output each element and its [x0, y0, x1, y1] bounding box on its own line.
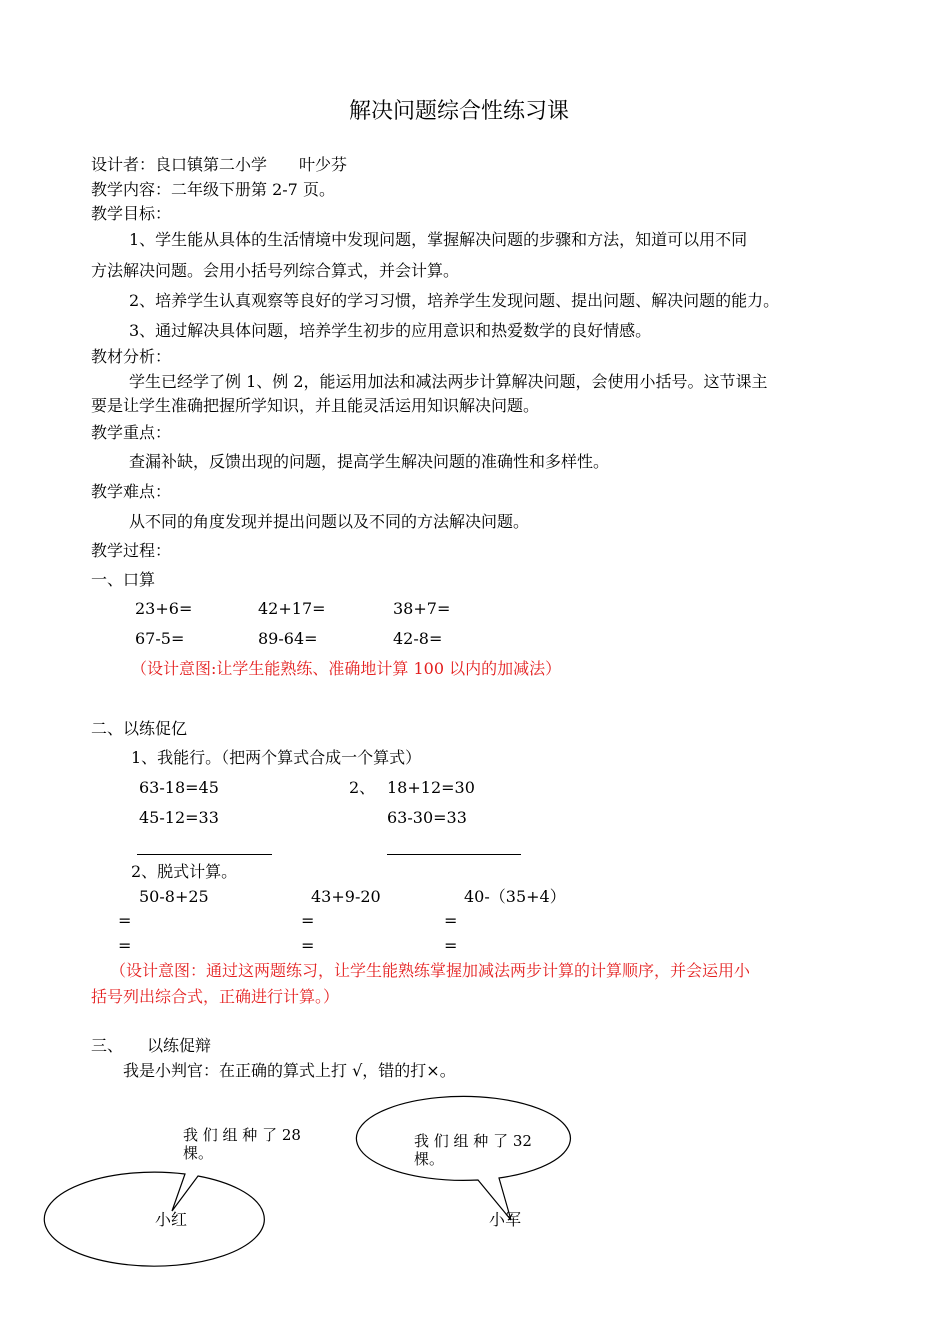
equals-sign: = [118, 936, 132, 955]
equals-sign: = [301, 911, 315, 930]
section2-intent-line1: （设计意图：通过这两题练习，让学生能熟练掌握加减法两步计算的计算顺序，并会运用小 [110, 961, 751, 980]
equation: 45-12=33 [139, 808, 219, 827]
oral-calc-item: 38+7= [393, 599, 451, 618]
section1-intent: （设计意图:让学生能熟练、准确地计算 100 以内的加减法） [131, 659, 562, 678]
section3-heading: 三、 以练促辩 [91, 1036, 212, 1055]
bubble1-line2: 棵。 [183, 1144, 214, 1162]
equals-sign: = [118, 911, 132, 930]
bubble1-line1: 我 们 组 种 了 28 [183, 1126, 301, 1144]
expression: 43+9-20 [311, 887, 381, 906]
analysis-line1: 学生已经学了例 1、例 2，能运用加法和减法两步计算解决问题，会使用小括号。这节课主 [129, 372, 768, 391]
equals-sign: = [444, 911, 458, 930]
task2-title: 2、脱式计算。 [131, 862, 238, 881]
difficulty-text: 从不同的角度发现并提出问题以及不同的方法解决问题。 [129, 512, 530, 531]
expression: 50-8+25 [139, 887, 209, 906]
objectives-heading: 教学目标： [91, 204, 172, 223]
expression: 40-（35+4） [464, 887, 566, 906]
bubble2-line2: 棵。 [414, 1150, 445, 1168]
objective-2: 2、培养学生认真观察等良好的学习习惯，培养学生发现问题、提出问题、解决问题的能力。 [129, 291, 780, 310]
speech-bubble-right [356, 1096, 570, 1220]
oral-calc-item: 23+6= [135, 599, 193, 618]
equation: 63-18=45 [139, 778, 219, 797]
objective-3: 3、通过解决具体问题，培养学生初步的应用意识和热爱数学的良好情感。 [129, 321, 652, 340]
equation: 63-30=33 [387, 808, 467, 827]
objective-1-line2: 方法解决问题。会用小括号列综合算式，并会计算。 [91, 261, 460, 280]
speaker-name-left: 小红 [155, 1210, 188, 1229]
page-title: 解决问题综合性练习课 [349, 99, 570, 124]
key-heading: 教学重点： [91, 423, 172, 442]
bubble2-line1: 我 们 组 种 了 32 [414, 1132, 532, 1150]
group2-label: 2、 [349, 778, 376, 797]
equals-sign: = [301, 936, 315, 955]
designer-line: 设计者：良口镇第二小学 叶少芬 [91, 155, 348, 174]
analysis-line2: 要是让学生准确把握所学知识，并且能灵活运用知识解决问题。 [91, 396, 540, 415]
content-line: 教学内容：二年级下册第 2-7 页。 [91, 180, 335, 199]
oral-calc-item: 42+17= [258, 599, 326, 618]
oral-calc-item: 89-64= [258, 629, 318, 648]
section2-intent-line2: 括号列出综合式，正确进行计算。） [91, 987, 340, 1006]
process-heading: 教学过程： [91, 541, 172, 560]
section2-heading: 二、以练促亿 [91, 719, 188, 738]
difficulty-heading: 教学难点： [91, 482, 172, 501]
key-text: 查漏补缺，反馈出现的问题，提高学生解决问题的准确性和多样性。 [129, 452, 610, 471]
equals-sign: = [444, 936, 458, 955]
speaker-name-right: 小军 [489, 1210, 522, 1229]
oral-calc-item: 67-5= [135, 629, 185, 648]
section3-instruction: 我是小判官：在正确的算式上打 √，错的打×。 [123, 1061, 456, 1080]
equation: 18+12=30 [387, 778, 475, 797]
oral-calc-item: 42-8= [393, 629, 443, 648]
section1-heading: 一、口算 [91, 570, 156, 589]
objective-1-line1: 1、学生能从具体的生活情境中发现问题，掌握解决问题的步骤和方法，知道可以用不同 [129, 230, 748, 249]
task1-title: 1、我能行。（把两个算式合成一个算式） [131, 748, 422, 767]
analysis-heading: 教材分析： [91, 347, 172, 366]
